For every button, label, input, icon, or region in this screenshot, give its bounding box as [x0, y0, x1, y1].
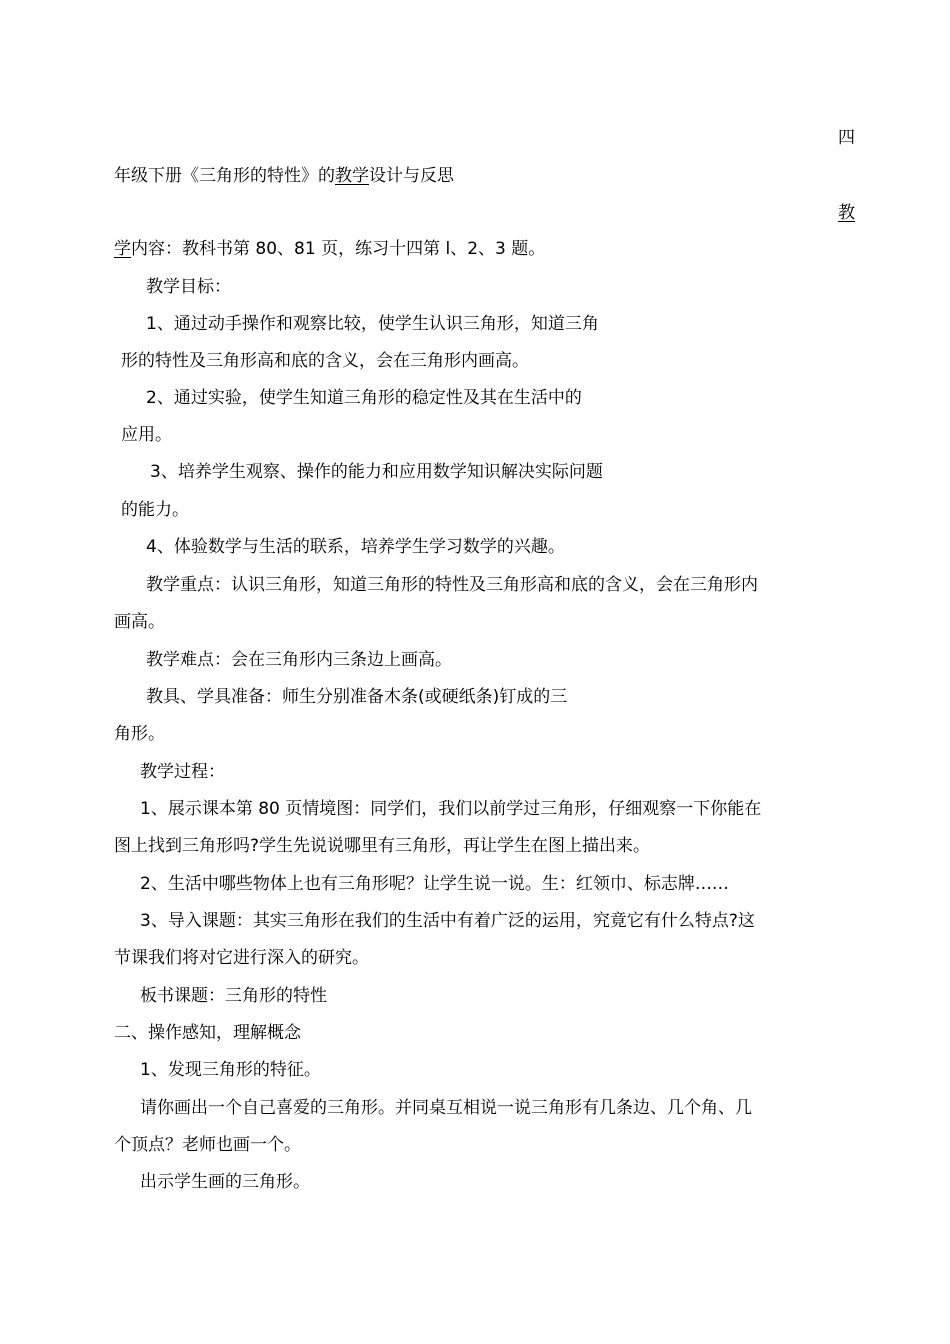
paragraph-line: 请你画出一个自己喜爱的三角形。并同桌互相说一说三角形有几条边、几个角、几	[140, 1098, 752, 1118]
paragraph-line: 画高。	[114, 612, 165, 632]
paragraph-line: 个顶点？老师也画一个。	[114, 1135, 301, 1155]
title-part2: 设计与反思	[369, 166, 454, 186]
section-heading: 二、操作感知，理解概念	[114, 1023, 301, 1043]
title-underlined: 教学	[335, 166, 369, 186]
paragraph-line: 1、发现三角形的特征。	[140, 1060, 321, 1080]
paragraph-line: 3、导入课题：其实三角形在我们的生活中有着广泛的运用，究竟它有什么特点?这	[140, 911, 755, 931]
paragraph-line: 教具、学具准备：师生分别准备木条(或硬纸条)钉成的三	[146, 687, 568, 707]
document-title	[114, 165, 454, 187]
paragraph-line: 2、通过实验，使学生知道三角形的稳定性及其在生活中的	[146, 388, 582, 408]
title-grade-char: 四	[838, 128, 855, 148]
paragraph-line: 形的特性及三角形高和底的含义，会在三角形内画高。	[121, 351, 529, 371]
title-part1: 年级下册《三角形的特性》的	[114, 166, 335, 186]
paragraph-line: 1、通过动手操作和观察比较，使学生认识三角形，知道三角	[146, 314, 599, 334]
paragraph-line: 1、展示课本第 80 页情境图：同学们，我们以前学过三角形，仔细观察一下你能在	[140, 799, 762, 819]
paragraph-line: 教学过程：	[140, 762, 225, 782]
paragraph-line: 3、培养学生观察、操作的能力和应用数学知识解决实际问题	[150, 462, 603, 482]
paragraph-line: 板书课题：三角形的特性	[140, 986, 327, 1006]
paragraph-line: 教学难点：会在三角形内三条边上画高。	[146, 650, 452, 670]
content-lead-char: 教	[838, 203, 855, 223]
content-underlined: 学	[114, 239, 131, 259]
paragraph-line: 节课我们将对它进行深入的研究。	[114, 948, 369, 968]
teaching-content	[114, 238, 545, 260]
paragraph-line: 图上找到三角形吗?学生先说说哪里有三角形，再让学生在图上描出来。	[114, 836, 651, 856]
paragraph-line: 应用。	[121, 425, 172, 445]
paragraph-line: 教学目标：	[146, 277, 231, 297]
paragraph-line: 4、体验数学与生活的联系，培养学生学习数学的兴趣。	[146, 537, 565, 557]
paragraph-line: 2、生活中哪些物体上也有三角形呢？让学生说一说。生：红领巾、标志牌……	[140, 874, 729, 894]
paragraph-line: 出示学生画的三角形。	[140, 1172, 310, 1192]
paragraph-line: 角形。	[114, 724, 165, 744]
paragraph-line: 的能力。	[121, 500, 189, 520]
content-text: 内容：教科书第 80、81 页，练习十四第 l、2、3 题。	[131, 239, 546, 259]
paragraph-line: 教学重点：认识三角形，知道三角形的特性及三角形高和底的含义，会在三角形内	[146, 575, 758, 595]
